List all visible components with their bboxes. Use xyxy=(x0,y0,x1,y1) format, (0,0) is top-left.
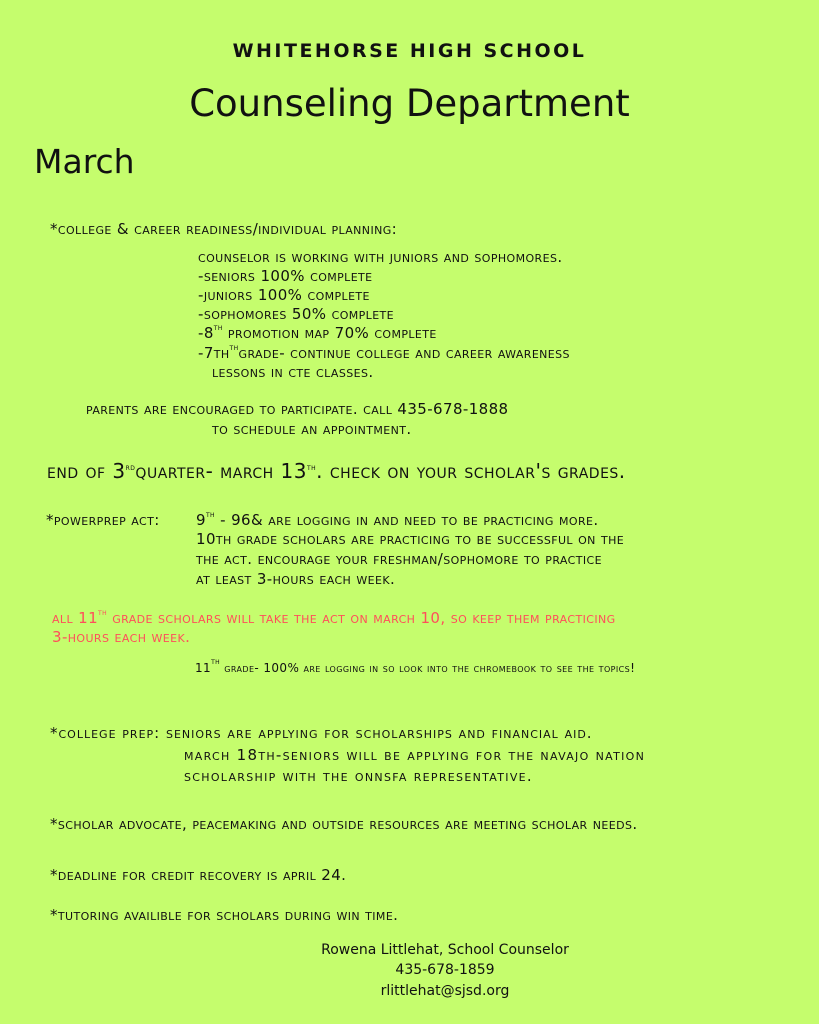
promo-post: promotion map 70% complete xyxy=(222,324,437,342)
promo-sup: th xyxy=(213,323,223,332)
powerprep-first-pre: 9 xyxy=(196,511,206,529)
eleventh-sup: th xyxy=(211,657,221,666)
grade7-sup: th xyxy=(229,343,239,352)
ccr-line: -seniors 100% complete xyxy=(198,267,373,285)
powerprep-first-line xyxy=(196,511,599,529)
grade7-pre: -7th xyxy=(198,344,230,362)
quarter-mid: quarter- march 13 xyxy=(135,459,307,483)
ccr-grade7-cont: lessons in cte classes. xyxy=(212,363,374,381)
eleventh-grade-note xyxy=(195,657,636,675)
month-heading: March xyxy=(34,142,135,181)
college-prep-line2: march 18th-seniors will be applying for the navajo nation xyxy=(184,746,646,764)
powerprep-first-post: - 96& are logging in and need to be practicing more. xyxy=(214,511,599,529)
grade7-post: grade- continue college and career awareness xyxy=(238,344,570,362)
counselor-email[interactable]: rlittlehat@sjsd.org xyxy=(380,983,510,999)
school-name: WHITEHORSE HIGH SCHOOL xyxy=(232,40,587,62)
deadline-note: *deadline for credit recovery is april 24. xyxy=(50,866,347,884)
ccr-title: *college & career readiness/individual planning: xyxy=(50,220,398,238)
tutoring-note: *tutoring availible for scholars during win time. xyxy=(50,906,399,924)
act-pre: all 11 xyxy=(52,609,99,627)
ccr-line: -sophomores 50% complete xyxy=(198,305,395,323)
promo-pre: -8 xyxy=(198,324,214,342)
department-title: Counseling Department xyxy=(189,82,630,125)
eleventh-post: grade- 100% are logging in so look into the chromebook to see the topics! xyxy=(220,661,636,675)
quarter-notice xyxy=(47,459,626,483)
act-notice-line2: 3-hours each week. xyxy=(52,628,191,646)
powerprep-first-sup: th xyxy=(205,510,215,519)
powerprep-line: the act. encourage your freshman/sophomore to practice xyxy=(196,550,602,568)
ccr-promo-line xyxy=(198,324,437,342)
quarter-sup2: th xyxy=(306,463,317,472)
parents-line2: to schedule an appointment. xyxy=(212,420,412,438)
advocate-note: *scholar advocate, peacemaking and outside resources are meeting scholar needs. xyxy=(50,815,638,833)
act-post: grade scholars will take the act on march 10, so keep them practicing xyxy=(107,609,616,627)
ccr-line: counselor is working with juniors and sophomores. xyxy=(198,248,563,266)
powerprep-line: 10th grade scholars are practicing to be successful on the xyxy=(196,530,625,548)
quarter-sup1: rd xyxy=(125,463,136,472)
counselor-phone: 435-678-1859 xyxy=(395,962,495,978)
parents-line1: parents are encouraged to participate. call 435-678-1888 xyxy=(86,400,509,418)
ccr-line: -juniors 100% complete xyxy=(198,286,370,304)
counselor-name: Rowena Littlehat, School Counselor xyxy=(321,942,569,958)
eleventh-pre: 11 xyxy=(195,661,212,675)
powerprep-line: at least 3-hours each week. xyxy=(196,570,396,588)
quarter-pre: end of 3 xyxy=(47,459,126,483)
college-prep-line3: scholarship with the onnsfa representative. xyxy=(184,767,533,785)
act-notice-line1 xyxy=(52,609,616,627)
ccr-grade7-line xyxy=(198,344,570,362)
quarter-post: . check on your scholar's grades. xyxy=(316,459,626,483)
college-prep-line1: *college prep: seniors are applying for scholarships and financial aid. xyxy=(50,724,593,742)
act-sup: th xyxy=(98,608,108,617)
powerprep-label: *powerprep act: xyxy=(46,511,160,529)
